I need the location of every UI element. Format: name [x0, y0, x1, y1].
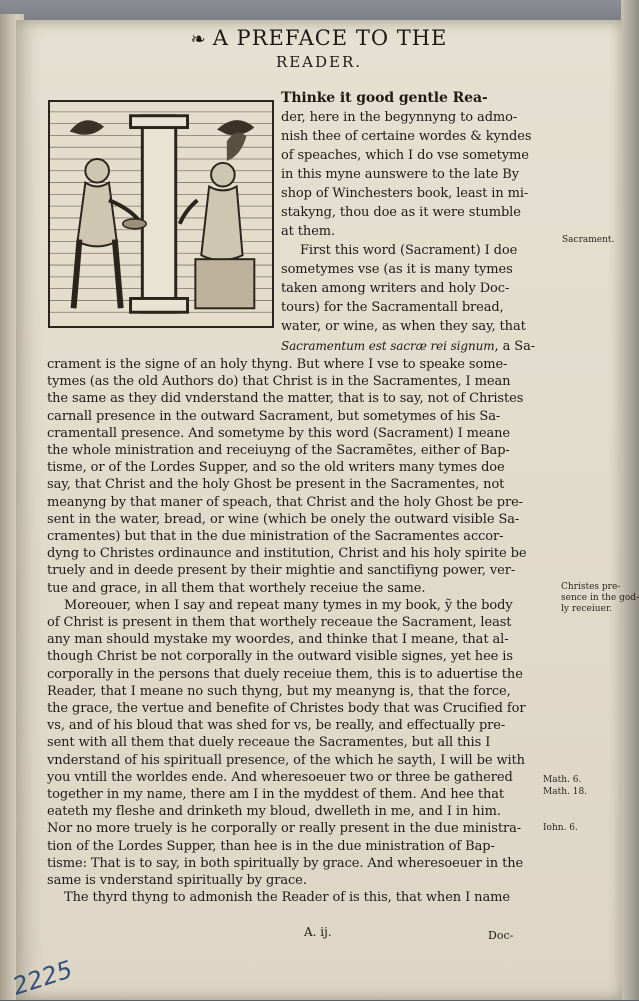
text-line: the same as they did vnderstand the matter, that is to say, not of Christes [47, 391, 524, 407]
text-line: Thinke it good gentle Rea- [281, 90, 488, 106]
text-line: Moreouer, when I say and repeat many tymes in my book, ỹ the body [64, 597, 513, 613]
text-line: vnderstand of his spirituall presence, of the which he sayth, I will be with [47, 752, 525, 768]
text-line: tymes (as the old Authors do) that Christ is in the Sacramentes, I mean [47, 374, 511, 390]
catchword: Doc- [488, 929, 514, 942]
margin-note-presence-3: ly receiuer. [561, 604, 612, 614]
text-line: tisme, or of the Lordes Supper, and so the old writers many tymes doe [47, 460, 505, 476]
manuscript-number: 2225 [9, 955, 76, 1001]
text-line: sometymes vse (as it is many tymes [281, 262, 513, 277]
text-line: corporally in the persons that duely receiue them, this is to aduertise the [47, 666, 523, 682]
text-line: tours) for the Sacramentall bread, [281, 300, 504, 315]
text-line: say, that Christ and the holy Ghost be present in the Sacramentes, not [47, 477, 505, 493]
adjacent-page-edge [621, 0, 639, 1000]
text-line: cramentes) but that in the due ministration of the Sacramentes accor- [47, 529, 504, 544]
title-line-2: READER. [275, 53, 363, 71]
woodcut-initial [48, 100, 274, 328]
fleuron-icon: ❧ [190, 29, 207, 50]
margin-note-presence-2: sence in the god- [561, 593, 639, 603]
text-line: sent in the water, bread, or wine (which be onely the outward visible Sa- [47, 511, 520, 527]
page-title [16, 26, 622, 50]
text-line: nish thee of certaine wordes & kyndes [281, 129, 532, 144]
text-line: the grace, the vertue and benefite of Christes body that was Crucified for [47, 701, 526, 716]
text-line: crament is the signe of an holy thyng. But where I vse to speake some- [47, 357, 508, 372]
text-line: eateth my fleshe and drinketh my bloud, dwelleth in me, and I in him. [47, 804, 501, 820]
margin-note-presence-1: Christes pre- [561, 582, 621, 592]
text-line: water, or wine, as when they say, that [281, 319, 526, 334]
margin-note-sacrament: Sacrament. [562, 235, 615, 245]
title-line-1: A PREFACE TO THE [212, 26, 448, 50]
text-line: cramentall presence. And sometyme by this word (Sacrament) I meane [47, 425, 511, 441]
margin-note-math-18: Math. 18. [543, 787, 588, 797]
text-line: truely and in deede present by their mightie and sanctifiyng power, ver- [47, 563, 516, 579]
text-line: in this myne aunswere to the late By [281, 167, 519, 182]
text-line: dyng to Christes ordinaunce and institution, Christ and his holy spirite be [47, 546, 527, 562]
book-page [9, 20, 639, 1001]
latin-suffix: , a Sa- [494, 339, 536, 354]
text-line: der, here in the begynnyng to admo- [281, 110, 518, 125]
latin-phrase: Sacramentum est sacræ rei signum [281, 339, 495, 353]
text-line: The thyrd thyng to admonish the Reader of is this, that when I name [64, 890, 510, 906]
text-line: taken among writers and holy Doc- [281, 281, 510, 296]
text-line: vs, and of his bloud that was shed for vs, be really, and effectually pre- [47, 718, 506, 734]
text-line: tisme: That is to say, in both spiritually by grace. And wheresoeuer in the [47, 855, 524, 871]
text-line: though Christ be not corporally in the outward visible signes, yet hee is [47, 649, 513, 665]
text-line: at them. [281, 224, 336, 239]
margin-note-math-6: Math. 6. [543, 775, 582, 785]
text-line: tue and grace, in all them that worthely receiue the same. [47, 580, 426, 596]
text-line: tion of the Lordes Supper, than hee is in the due ministration of Bap- [47, 838, 495, 854]
text-line: of speaches, which I do vse sometyme [281, 148, 529, 163]
text-line: stakyng, thou doe as it were stumble [281, 205, 521, 220]
text-line: together in my name, there am I in the myddest of them. And hee that [47, 787, 505, 802]
text-line: sent with all them that duely receaue the Sacramentes, but all this I [47, 735, 491, 751]
text-line: the whole ministration and receiuyng of the Sacramẽtes, either of Bap- [47, 443, 510, 458]
text-line: any man should mystake my woordes, and thinke that I meane, that al- [47, 632, 509, 648]
text-line: same is vnderstand spiritually by grace. [47, 873, 307, 888]
text-line: of Christ is present in them that worthely receaue the Sacrament, least [47, 615, 512, 630]
text-line: Nor no more truely is he corporally or really present in the due ministra- [47, 821, 522, 837]
text-line: you vntill the worldes ende. And wheresoeuer two or three be gathered [47, 769, 513, 785]
text-line: shop of Winchesters book, least in mi- [281, 186, 529, 201]
margin-note-john-6: Iohn. 6. [543, 823, 578, 833]
text-line: First this word (Sacrament) I doe [300, 243, 518, 258]
signature-mark: A. ij. [304, 925, 332, 939]
latin-line [281, 338, 535, 355]
text-line: Reader, that I meane no such thyng, but my meanyng is, that the force, [47, 683, 511, 699]
text-line: meanyng by that maner of speach, that Christ and the holy Ghost be pre- [47, 494, 523, 510]
text-line: carnall presence in the outward Sacrament, but sometymes of his Sa- [47, 408, 501, 424]
